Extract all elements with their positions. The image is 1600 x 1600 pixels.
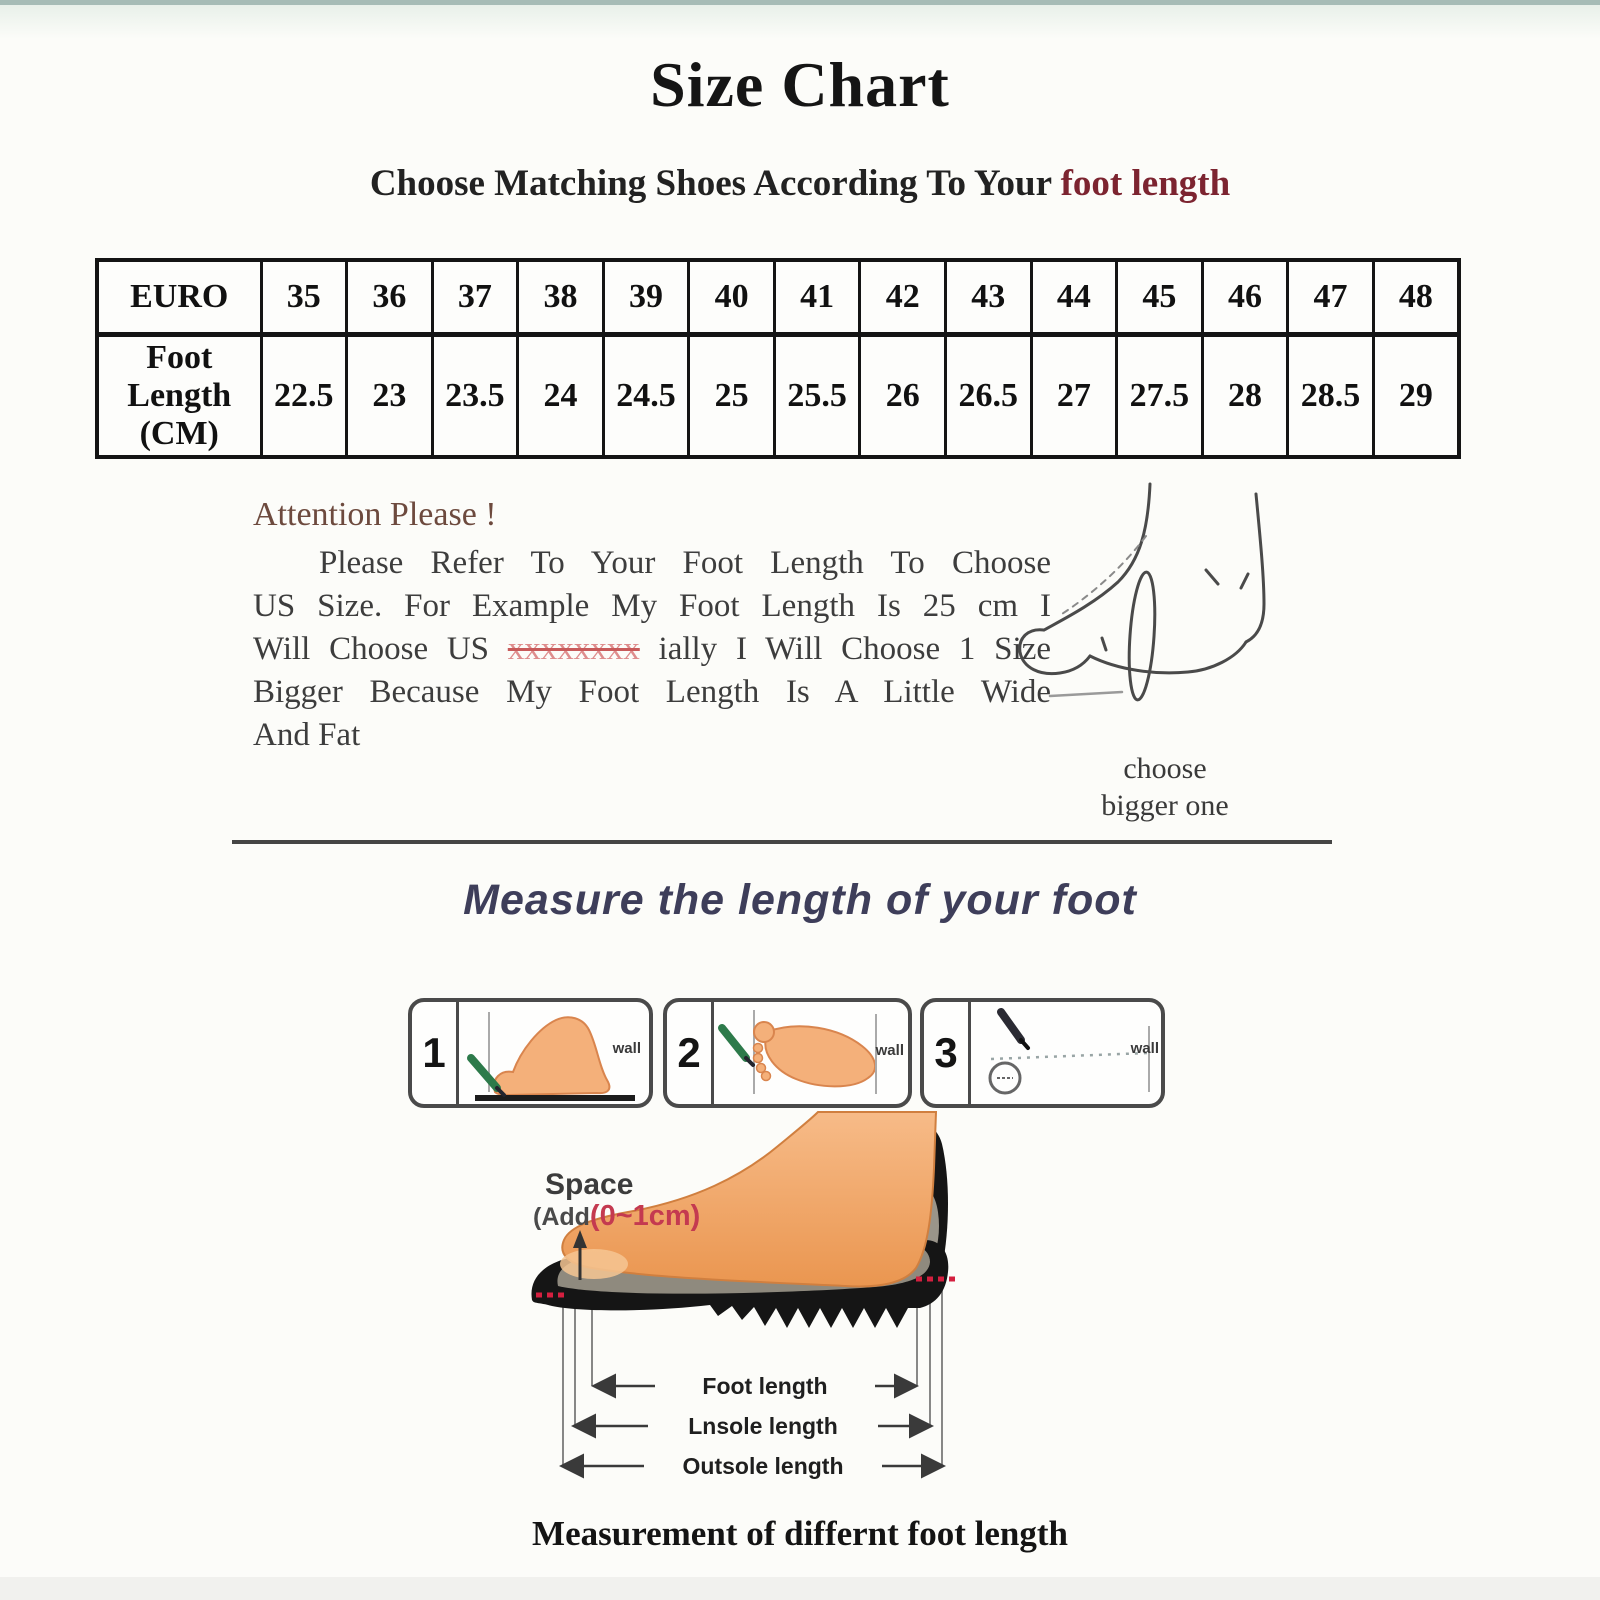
space-label: Space [545,1168,634,1201]
euro-cell: 42 [860,260,946,335]
wall-label: wall [612,1040,641,1057]
euro-cell: 47 [1288,260,1374,335]
table-row-euro [97,260,1459,335]
section-divider [232,840,1332,844]
pencil-icon [471,1058,497,1088]
sketch-toe [1020,630,1090,674]
subtitle-highlight: foot length [1060,163,1231,204]
measure-step-panel-2 [663,998,912,1108]
euro-cell: 40 [689,260,775,335]
cm-cell: 24.5 [603,335,689,458]
cm-cell: 27.5 [1117,335,1203,458]
page-title: Size Chart [650,49,950,120]
bottom-caption: Measurement of differnt foot length [532,1514,1068,1553]
cm-cell: 25 [689,335,775,458]
leader-line [1050,692,1122,696]
euro-cell: 37 [432,260,518,335]
foot-top-view [765,1026,875,1086]
cm-cell: 28.5 [1288,335,1374,458]
pencil-tip [1021,1040,1028,1048]
measure-step-panel-3 [920,998,1165,1108]
step-number: 3 [924,1002,971,1104]
cm-cell: 28 [1202,335,1288,458]
attention-line: And Fat [253,717,361,753]
euro-cell: 43 [946,260,1032,335]
cm-cell: 24 [518,335,604,458]
attention-line: Will Choose US xxxxxxxx ially I Will Choose 1 Size [253,631,1051,667]
wall-label: wall [1130,1040,1159,1057]
euro-cell: 35 [261,260,347,335]
measure-section-heading: Measure the length of your foot [463,876,1137,924]
step-number: 1 [412,1002,459,1104]
outsole-length-label: Outsole length [644,1453,882,1480]
cm-cell: 29 [1373,335,1459,458]
euro-cell: 44 [1031,260,1117,335]
euro-cell: 36 [347,260,433,335]
attention-line: Please Refer To Your Foot Length To Choose [319,545,1051,581]
euro-cell: 38 [518,260,604,335]
big-toe [754,1022,774,1042]
euro-cell: 39 [603,260,689,335]
foot-length-label: Foot length [655,1373,875,1400]
toe [762,1072,771,1081]
pencil-icon [722,1028,746,1058]
cm-cell: 22.5 [261,335,347,458]
pencil-icon [1001,1012,1021,1040]
euro-cell: 45 [1117,260,1203,335]
foot-side-view [494,1017,609,1095]
space-add-value: (0~1cm) [589,1200,701,1232]
sketch-toe-mark [1102,638,1106,650]
euro-cell: 46 [1202,260,1288,335]
cm-cell: 27 [1031,335,1117,458]
euro-cell: 48 [1373,260,1459,335]
subtitle-text: Choose Matching Shoes According To Your [369,163,1061,204]
cm-cell: 23.5 [432,335,518,458]
attention-line: US Size. For Example My Foot Length Is 25 cm I [253,588,1051,624]
sketch-ankle-mark [1241,574,1248,588]
pencil-tip [746,1058,753,1065]
cm-cell: 25.5 [774,335,860,458]
measure-dotted-line [991,1053,1147,1059]
attention-heading: Attention Please ! [253,496,497,533]
step-number: 2 [667,1002,714,1104]
choose-bigger-note: choose bigger one [1101,752,1229,822]
attention-line: Bigger Because My Foot Length Is A Little Wide [253,674,1051,710]
sketch-back-leg-line [1246,494,1264,642]
attention-block [253,496,1051,757]
insole-length-label: Lnsole length [648,1413,878,1440]
euro-cell: 41 [774,260,860,335]
cm-cell: 26.5 [946,335,1032,458]
euro-header-cell: EURO [97,260,261,335]
size-table [95,258,1461,459]
wall-label: wall [875,1042,904,1059]
foot-length-header-cell: Foot Length (CM) [97,335,261,458]
toe-highlight [560,1249,628,1279]
sketch-ankle-mark [1206,570,1218,584]
cm-cell: 26 [860,335,946,458]
cm-cell: 23 [347,335,433,458]
subtitle [0,162,1600,205]
sketch-sole-line [1090,642,1246,673]
measure-step-panel-1 [408,998,653,1108]
top-tint [0,5,1600,39]
measuring-band-ellipse [1126,571,1159,700]
table-row-foot-length [97,335,1459,458]
toe [754,1044,763,1053]
bottom-edge-strip [0,1577,1600,1600]
foot-outline-sketch [1010,478,1310,730]
space-add-label: (Add(0~1cm) [533,1200,701,1232]
struck-text: xxxxxxxx [507,631,640,667]
toe [754,1054,763,1063]
